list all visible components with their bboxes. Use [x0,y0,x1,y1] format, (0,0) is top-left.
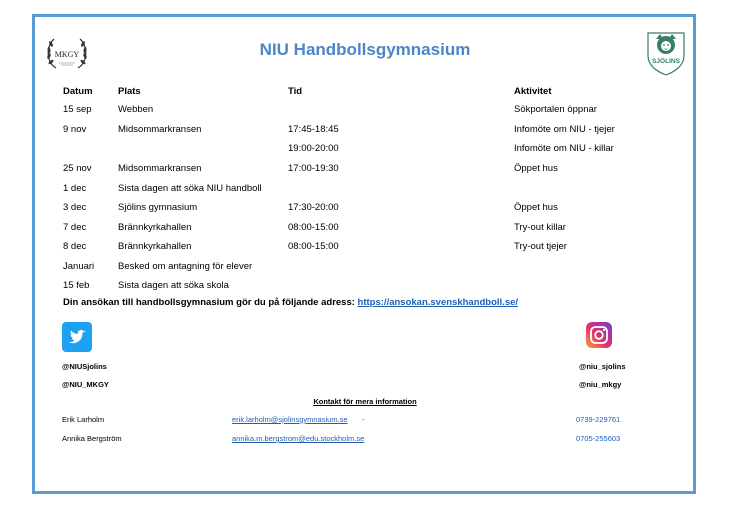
cell-plats: Brännkyrkahallen [118,222,192,233]
cell-aktivitet: Sökportalen öppnar [514,104,597,115]
cell-plats: Midsommarkransen [118,124,202,135]
cell-tid: 17:00-19:30 [288,163,339,174]
table-row [0,163,730,179]
contact-separator: - [362,415,365,424]
instagram-icon[interactable] [586,322,612,348]
header-plats: Plats [118,86,141,97]
table-row [0,280,730,296]
table-row [0,222,730,238]
svg-text:SJÖLINS: SJÖLINS [652,58,680,65]
cell-aktivitet: Infomöte om NIU - killar [514,143,614,154]
table-row [0,261,730,277]
application-link[interactable]: https://ansokan.svenskhandboll.se/ [357,297,519,308]
header-aktivitet: Aktivitet [514,86,552,97]
contact-phone: 0705-255603 [576,434,621,443]
table-row [0,104,730,120]
cell-datum: 9 nov [63,124,87,135]
table-row [0,143,730,159]
table-header [0,86,730,102]
cell-aktivitet: Öppet hus [514,163,558,174]
cell-aktivitet: Try-out tjejer [514,241,567,252]
cell-plats: Besked om antagning för elever [118,261,253,272]
instagram-handle-mkgy[interactable]: @niu_mkgy [579,380,622,389]
cell-tid: 17:45-18:45 [288,124,339,135]
cell-datum: 15 sep [63,104,92,115]
cell-tid: 08:00-15:00 [288,241,339,252]
cell-tid: 08:00-15:00 [288,222,339,233]
cell-plats: Sista dagen att söka NIU handboll [118,183,262,194]
contact-name: Annika Bergström [62,434,122,443]
table-row [0,202,730,218]
cell-aktivitet: Infomöte om NIU - tjejer [514,124,615,135]
cell-datum: Januari [63,261,95,272]
page-title: NIU Handbollsgymnasium [259,40,471,59]
cell-aktivitet: Try-out killar [514,222,566,233]
cell-tid: 17:30-20:00 [288,202,339,213]
cell-plats: Webben [118,104,154,115]
cell-aktivitet: Öppet hus [514,202,558,213]
cell-datum: 8 dec [63,241,87,252]
cell-datum: 1 dec [63,183,87,194]
cell-tid: 19:00-20:00 [288,143,339,154]
twitter-handle-mkgy[interactable]: @NIU_MKGY [62,380,109,389]
cell-datum: 7 dec [63,222,87,233]
svg-text:MKGY: MKGY [54,50,80,59]
table-row [0,241,730,257]
header-tid: Tid [288,86,303,97]
cell-plats: Brännkyrkahallen [118,241,192,252]
contact-email[interactable]: erik.larholm@sjolinsgymnasium.se [232,415,348,424]
cell-plats: Midsommarkransen [118,163,202,174]
contact-name: Erik Larholm [62,415,105,424]
contact-title: Kontakt för mera information [313,397,417,406]
header-datum: Datum [63,86,93,97]
table-row [0,124,730,140]
address-text: Din ansökan till handbollsgymnasium gör du på följande adress: [63,297,358,308]
cell-plats: Sjölins gymnasium [118,202,198,213]
cell-datum: 3 dec [63,202,87,213]
contact-phone: 0739-229761 [576,415,621,424]
instagram-handle-sjolins[interactable]: @niu_sjolins [579,362,626,371]
sjolins-logo [644,30,688,76]
twitter-icon[interactable] [62,322,92,352]
twitter-handle-sjolins[interactable]: @NIUSjolins [62,362,107,371]
cell-datum: 15 feb [63,280,90,291]
cell-plats: Sista dagen att söka skola [118,280,229,291]
contact-email[interactable]: annika.m.bergstrom@edu.stockholm.se [232,434,365,443]
table-row [0,183,730,199]
cell-datum: 25 nov [63,163,92,174]
application-address [63,297,518,308]
